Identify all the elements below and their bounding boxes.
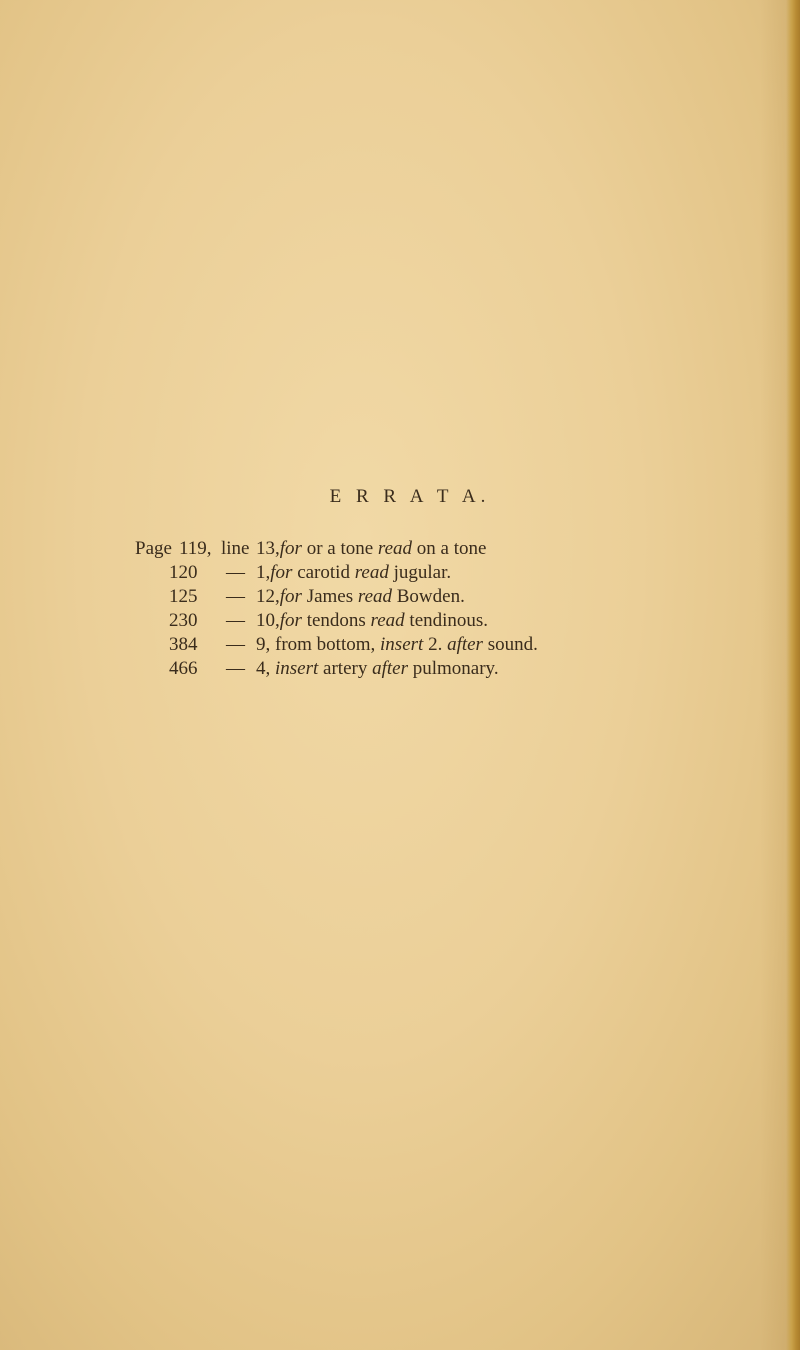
page-number: 120: [169, 562, 198, 583]
page-edge: [786, 0, 800, 1350]
page-number: 230: [169, 610, 198, 631]
page-number: 125: [169, 586, 198, 607]
page-number: 466: [169, 658, 198, 679]
ditto-dash: —: [226, 586, 245, 607]
page-label: Page: [135, 538, 172, 559]
errata-entry: 9, from bottom, insert 2. after sound.: [256, 634, 538, 655]
errata-entry: 4, insert artery after pulmonary.: [256, 658, 499, 679]
ditto-dash: —: [226, 658, 245, 679]
page-number: 119,: [179, 538, 212, 559]
errata-entry: 1,for carotid read jugular.: [256, 562, 452, 583]
errata-entry: 10,for tendons read tendinous.: [256, 610, 489, 631]
ditto-dash: —: [226, 562, 245, 583]
errata-entry: 13,for or a tone read on a tone: [256, 538, 487, 559]
errata-title: E R R A T A.: [329, 486, 491, 507]
errata-entry: 12,for James read Bowden.: [256, 586, 465, 607]
ditto-dash: —: [226, 634, 245, 655]
page-number: 384: [169, 634, 198, 655]
line-label: line: [221, 538, 250, 559]
ditto-dash: —: [226, 610, 245, 631]
